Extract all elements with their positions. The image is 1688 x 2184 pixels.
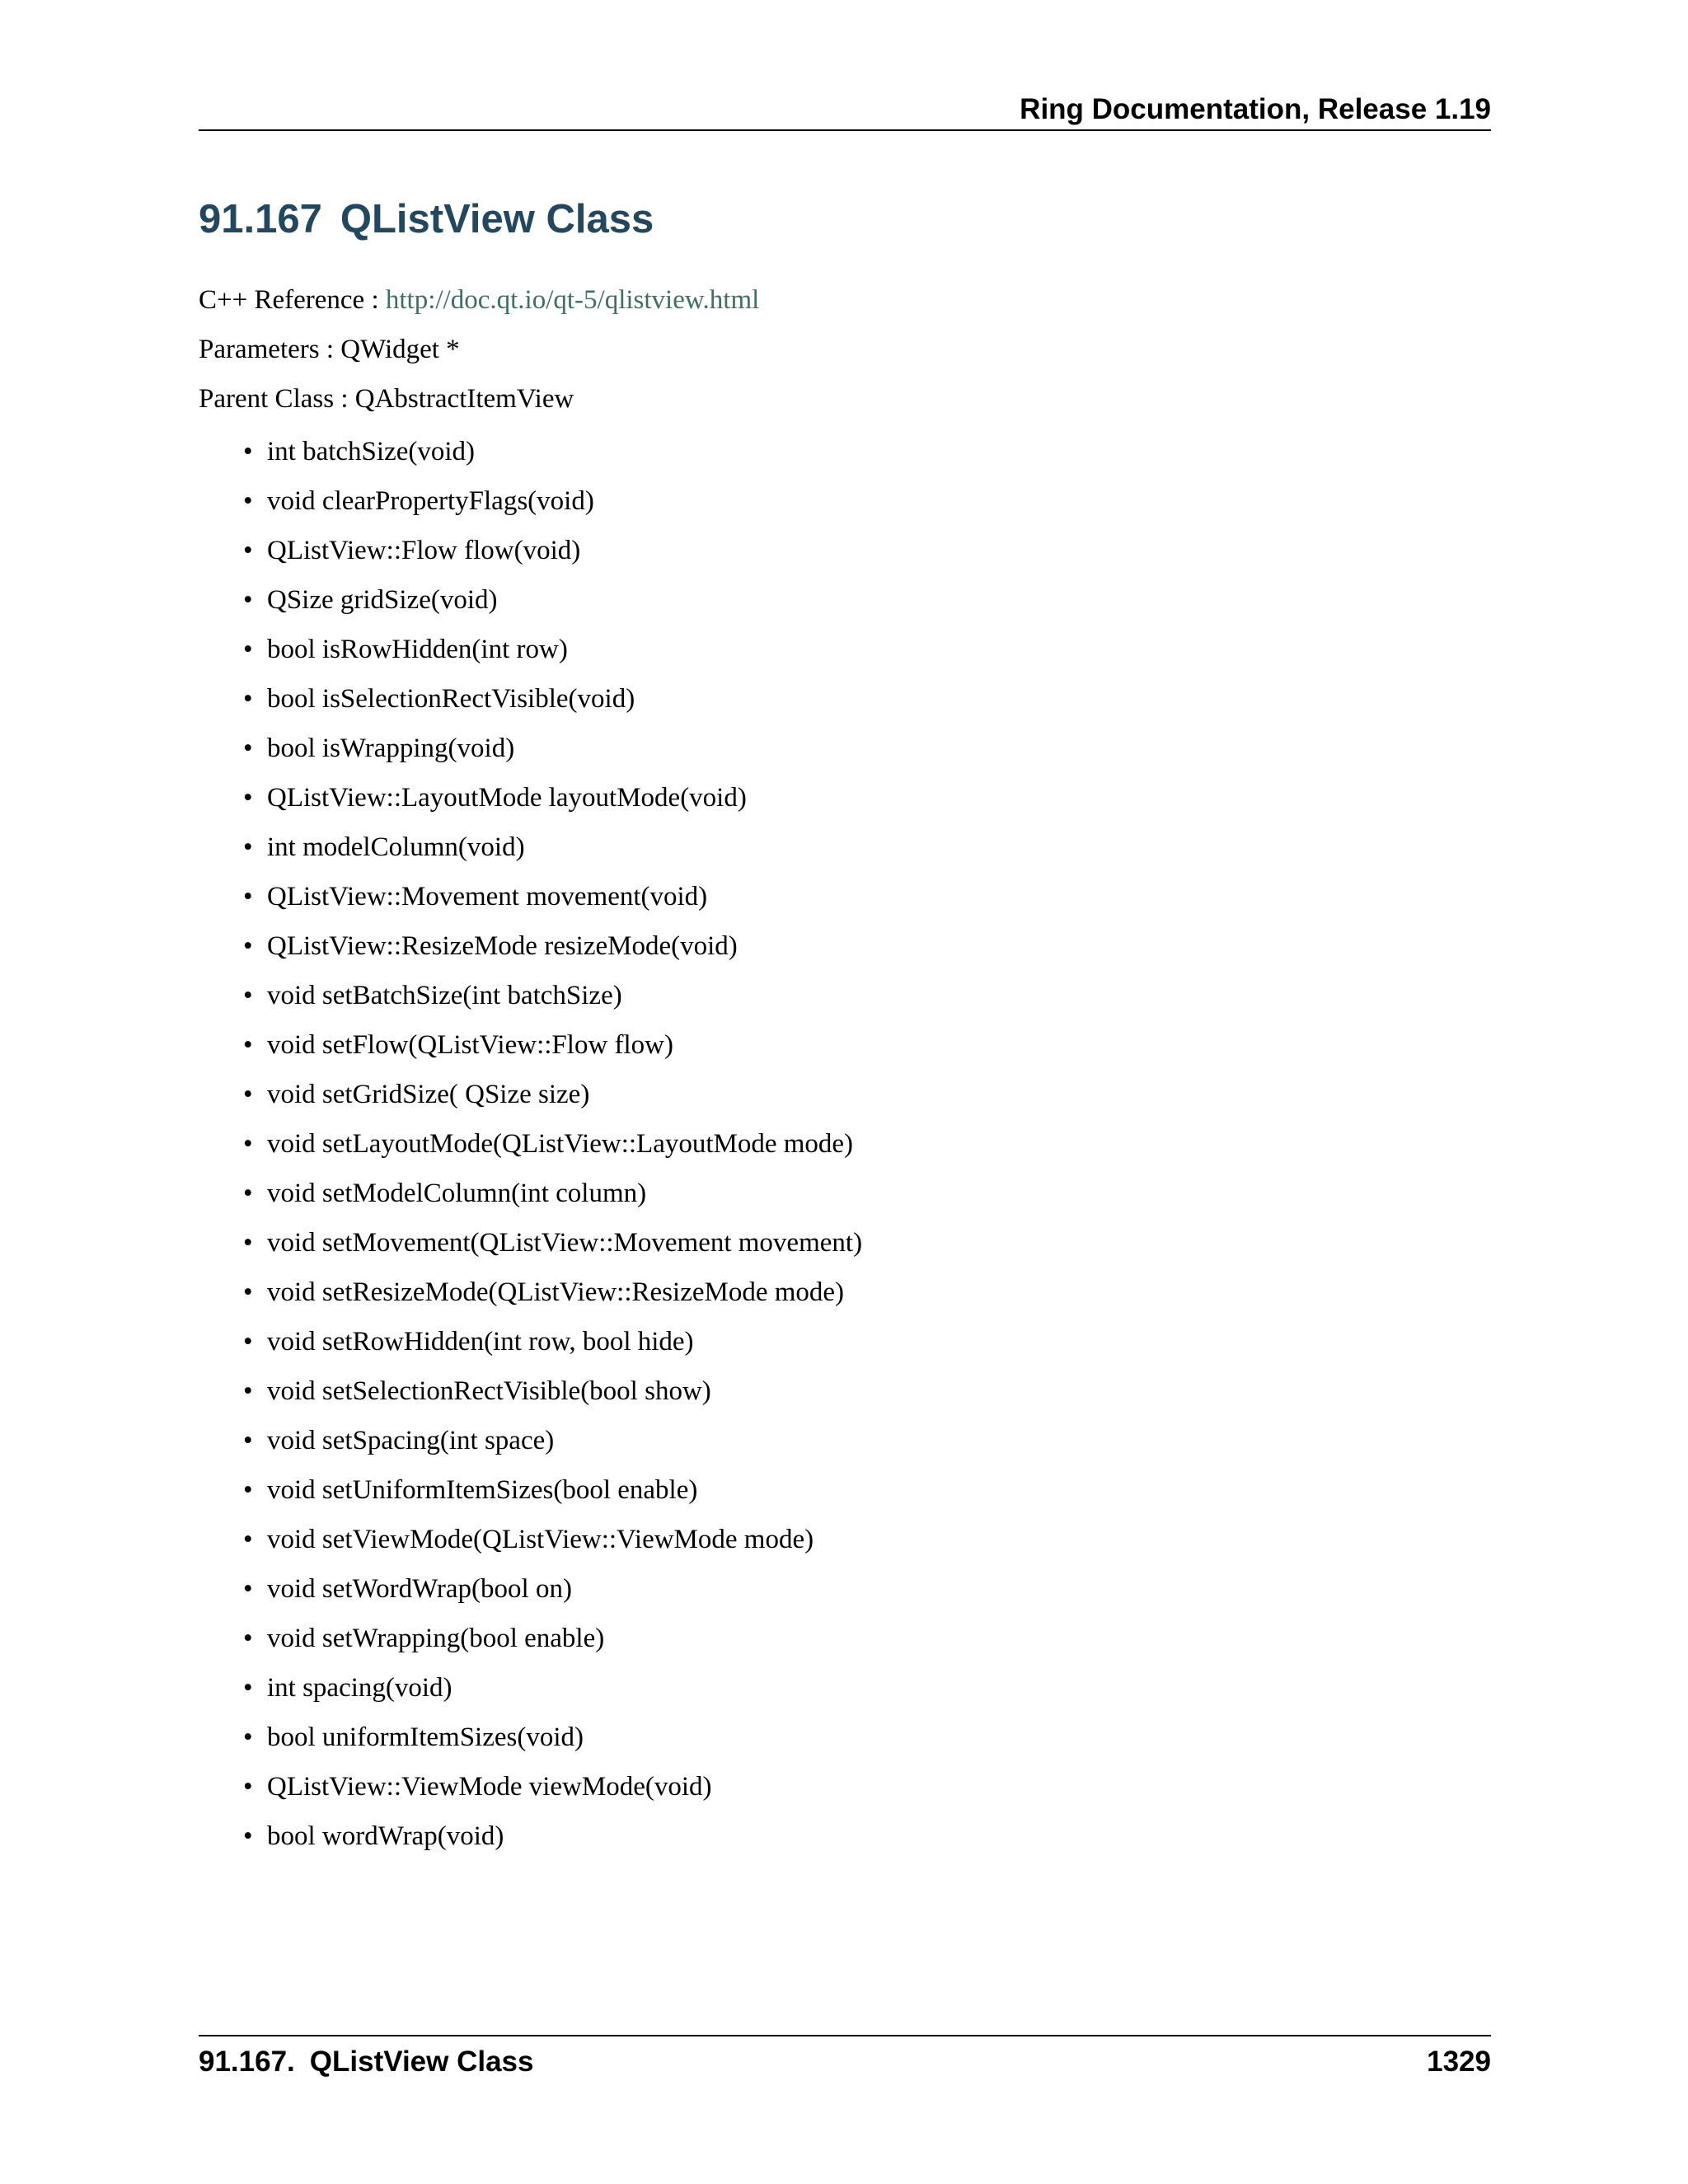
bullet-icon: • (243, 1376, 253, 1406)
method-signature: QListView::Movement movement(void) (267, 882, 708, 912)
method-signature: void setMovement(QListView::Movement movement) (267, 1228, 863, 1258)
bullet-icon: • (243, 1179, 253, 1208)
bullet-icon: • (243, 882, 253, 912)
method-signature: int spacing(void) (267, 1673, 452, 1703)
bullet-icon: • (243, 1080, 253, 1109)
footer-section-title: QListView Class (309, 2046, 534, 2078)
bullet-icon: • (243, 1772, 253, 1802)
page-footer (199, 2035, 1491, 2086)
method-signature: void setBatchSize(int batchSize) (267, 981, 622, 1010)
page-header (199, 92, 1491, 131)
cpp-reference-line (199, 284, 759, 316)
bullet-icon: • (243, 1673, 253, 1703)
bullet-icon: • (243, 1525, 253, 1554)
method-signature: void setSelectionRectVisible(bool show) (267, 1376, 711, 1406)
bullet-icon: • (243, 1821, 253, 1851)
bullet-icon: • (243, 733, 253, 763)
bullet-icon: • (243, 635, 253, 664)
footer-section (199, 2045, 533, 2079)
parent-class-label: Parent Class : (199, 384, 349, 414)
bullet-icon: • (243, 931, 253, 961)
parameters-label: Parameters : (199, 335, 335, 364)
page-number: 1329 (1427, 2046, 1491, 2078)
method-signature: void setModelColumn(int column) (267, 1179, 647, 1208)
method-signature: void setWordWrap(bool on) (267, 1574, 572, 1604)
bullet-icon: • (243, 1574, 253, 1604)
method-signature: void setFlow(QListView::Flow flow) (267, 1030, 674, 1060)
bullet-icon: • (243, 1228, 253, 1258)
parameters-line (199, 333, 460, 366)
method-signature: QListView::ResizeMode resizeMode(void) (267, 931, 738, 961)
section-number: 91.167 (199, 197, 322, 241)
method-signature: QListView::Flow flow(void) (267, 536, 581, 565)
section-heading (199, 194, 654, 244)
method-signature: QListView::LayoutMode layoutMode(void) (267, 783, 747, 813)
method-signature: QSize gridSize(void) (267, 585, 498, 615)
section-title: QListView Class (340, 197, 654, 241)
parameters-value: QWidget * (340, 335, 460, 364)
method-signature: void setViewMode(QListView::ViewMode mode) (267, 1525, 814, 1554)
method-signature: void setSpacing(int space) (267, 1426, 555, 1455)
bullet-icon: • (243, 1426, 253, 1455)
bullet-icon: • (243, 783, 253, 813)
method-signature: int batchSize(void) (267, 437, 476, 466)
bullet-icon: • (243, 1277, 253, 1307)
bullet-icon: • (243, 684, 253, 714)
method-signature: bool wordWrap(void) (267, 1821, 504, 1851)
method-signature: bool uniformItemSizes(void) (267, 1722, 584, 1752)
method-signature: bool isRowHidden(int row) (267, 635, 568, 664)
bullet-icon: • (243, 1129, 253, 1159)
document-title: Ring Documentation, Release 1.19 (1020, 93, 1491, 125)
bullet-icon: • (243, 981, 253, 1010)
footer-section-number: 91.167. (199, 2046, 295, 2078)
method-signature: void setRowHidden(int row, bool hide) (267, 1327, 694, 1357)
bullet-icon: • (243, 832, 253, 862)
bullet-icon: • (243, 536, 253, 565)
method-signature: bool isWrapping(void) (267, 733, 515, 763)
bullet-icon: • (243, 1722, 253, 1752)
method-signature: void setUniformItemSizes(bool enable) (267, 1475, 698, 1505)
method-signature: void setGridSize( QSize size) (267, 1080, 590, 1109)
bullet-icon: • (243, 1475, 253, 1505)
bullet-icon: • (243, 1030, 253, 1060)
method-signature: void setLayoutMode(QListView::LayoutMode mode) (267, 1129, 854, 1159)
parent-class-value: QAbstractItemView (354, 384, 574, 414)
method-signature: QListView::ViewMode viewMode(void) (267, 1772, 712, 1802)
method-signature: int modelColumn(void) (267, 832, 525, 862)
bullet-icon: • (243, 1624, 253, 1653)
method-signature: void setWrapping(bool enable) (267, 1624, 605, 1653)
bullet-icon: • (243, 486, 253, 516)
method-signature: void clearPropertyFlags(void) (267, 486, 594, 516)
cpp-reference-label: C++ Reference : (199, 285, 379, 315)
parent-class-line (199, 382, 574, 415)
method-signature: bool isSelectionRectVisible(void) (267, 684, 635, 714)
bullet-icon: • (243, 437, 253, 466)
cpp-reference-link[interactable]: http://doc.qt.io/qt-5/qlistview.html (385, 285, 760, 315)
method-signature: void setResizeMode(QListView::ResizeMode mode) (267, 1277, 845, 1307)
bullet-icon: • (243, 1327, 253, 1357)
bullet-icon: • (243, 585, 253, 615)
